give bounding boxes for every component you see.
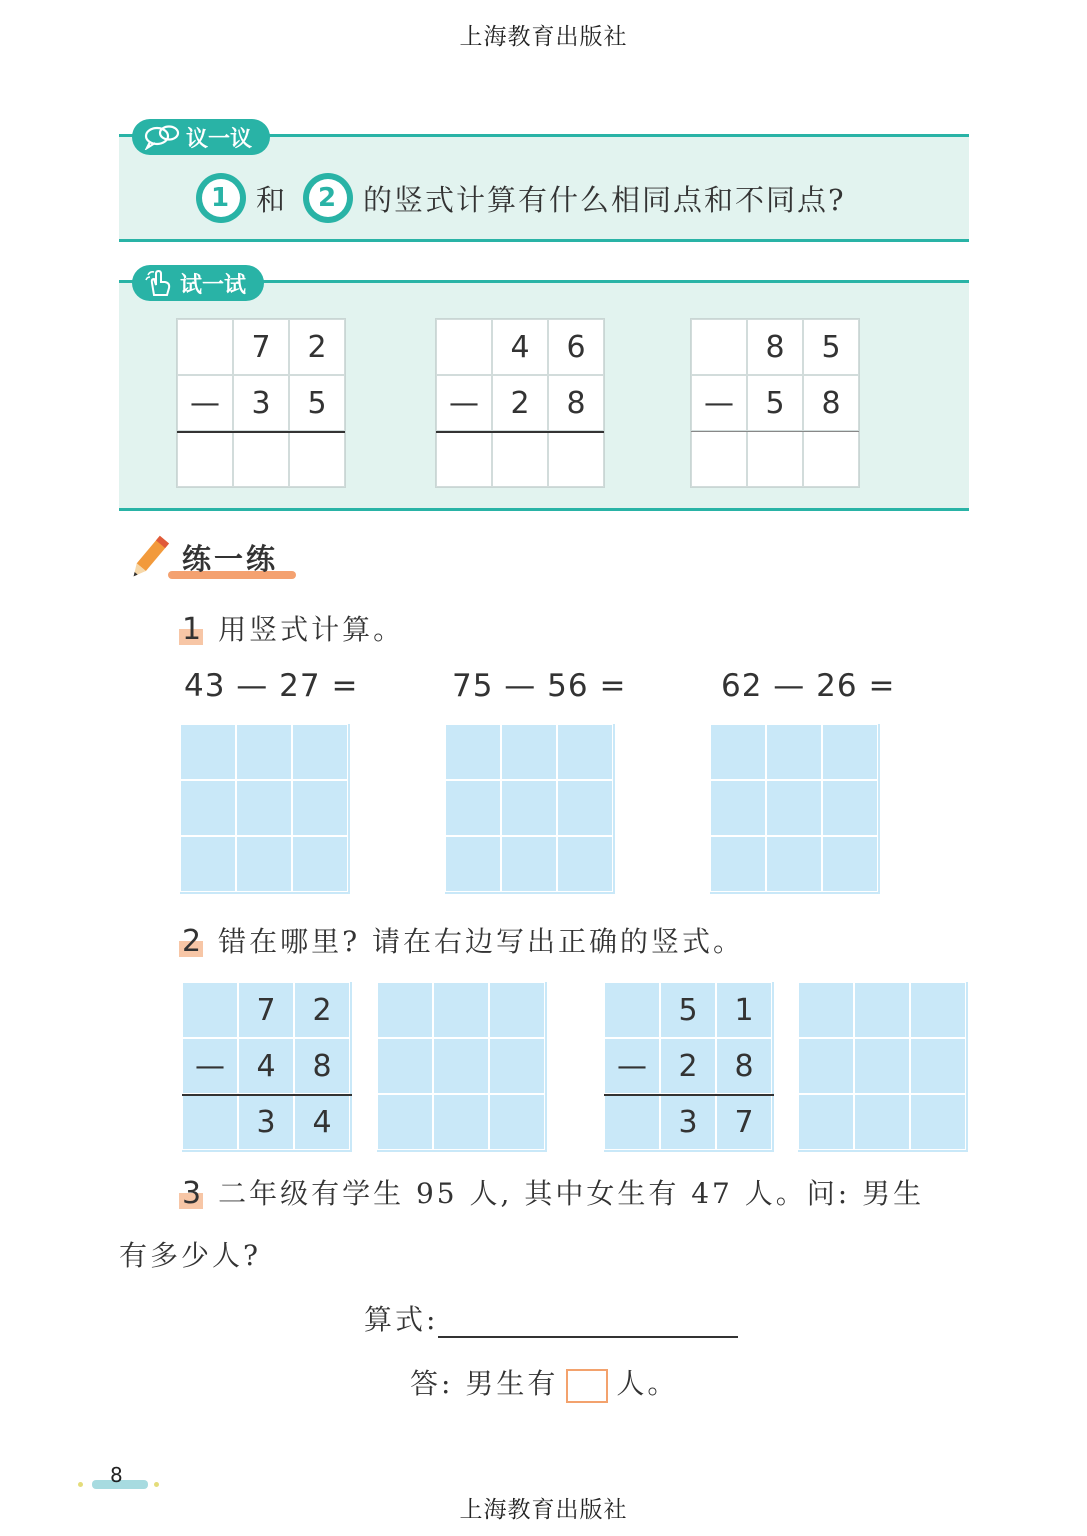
answer-cell[interactable] [436, 431, 492, 487]
answer-row [410, 1362, 678, 1403]
grid-cell: 4 [238, 1038, 294, 1094]
answer-cell[interactable] [292, 780, 348, 836]
question-text: 二年级有学生 95 人, 其中女生有 47 人。问: 男生 [218, 1177, 925, 1210]
grid-cell [177, 319, 233, 375]
formula-label: 算式: [364, 1303, 439, 1336]
answer-cell[interactable] [492, 431, 548, 487]
try-grid-2 [435, 318, 605, 488]
answer-cell[interactable] [501, 724, 557, 780]
formula-row [364, 1298, 738, 1338]
sum-line [177, 431, 345, 433]
answer-cell[interactable] [445, 724, 501, 780]
practice-title: 练一练 [182, 542, 279, 576]
minus-sign: — [436, 375, 492, 431]
grid-cell [691, 319, 747, 375]
publisher-footer: 上海教育出版社 [459, 1497, 628, 1523]
answer-cell[interactable] [445, 836, 501, 892]
answer-prefix: 答: 男生有 [410, 1367, 559, 1400]
answer-cell[interactable] [180, 836, 236, 892]
answer-cell[interactable] [854, 1094, 910, 1150]
grid-cell [182, 982, 238, 1038]
discuss-tag [132, 119, 270, 155]
wrong-calculation-grid-2 [604, 982, 774, 1152]
discuss-question-text: 的竖式计算有什么相同点和不同点? [363, 182, 846, 217]
sum-line [604, 1094, 774, 1096]
minus-sign: — [182, 1038, 238, 1094]
grid-cell: 1 [716, 982, 772, 1038]
decor-dot [78, 1482, 83, 1487]
page-number: 8 [110, 1463, 123, 1487]
grid-cell: 8 [803, 375, 859, 431]
answer-cell[interactable] [798, 1038, 854, 1094]
grid-cell: 6 [548, 319, 604, 375]
answer-cell[interactable] [710, 780, 766, 836]
grid-cell: 5 [660, 982, 716, 1038]
question-number: 1 [182, 612, 205, 647]
answer-cell[interactable] [445, 780, 501, 836]
answer-cell[interactable] [377, 1038, 433, 1094]
grid-cell: 3 [238, 1094, 294, 1150]
answer-cell[interactable] [747, 431, 803, 487]
grid-cell: 5 [289, 375, 345, 431]
try-grid-1 [176, 318, 346, 488]
try-tag-label: 试一试 [180, 272, 247, 298]
answer-cell[interactable] [798, 982, 854, 1038]
grid-cell: 2 [660, 1038, 716, 1094]
grid-cell: 2 [289, 319, 345, 375]
question-3-line-2: 有多少人? [119, 1239, 262, 1272]
answer-cell[interactable] [292, 836, 348, 892]
workspace-grid-1[interactable] [180, 724, 350, 894]
answer-cell[interactable] [910, 1094, 966, 1150]
answer-cell[interactable] [557, 724, 613, 780]
grid-cell: 8 [548, 375, 604, 431]
correction-grid-2[interactable] [798, 982, 968, 1152]
answer-cell[interactable] [548, 431, 604, 487]
answer-cell[interactable] [180, 780, 236, 836]
answer-cell[interactable] [822, 724, 878, 780]
answer-cell[interactable] [766, 836, 822, 892]
question-3-line-1 [182, 1172, 924, 1212]
question-number: 2 [182, 924, 205, 959]
answer-cell[interactable] [489, 1094, 545, 1150]
answer-cell[interactable] [489, 982, 545, 1038]
answer-cell[interactable] [691, 431, 747, 487]
pencil-icon [126, 532, 172, 584]
grid-cell [182, 1094, 238, 1150]
answer-cell[interactable] [180, 724, 236, 780]
answer-cell[interactable] [910, 982, 966, 1038]
answer-cell[interactable] [822, 780, 878, 836]
discuss-conj: 和 [256, 182, 288, 217]
answer-cell[interactable] [289, 431, 345, 487]
workspace-grid-2[interactable] [445, 724, 615, 894]
answer-box[interactable] [566, 1369, 608, 1403]
grid-cell: 8 [294, 1038, 350, 1094]
answer-cell[interactable] [236, 780, 292, 836]
grid-cell: 3 [233, 375, 289, 431]
grid-cell: 4 [294, 1094, 350, 1150]
answer-cell[interactable] [803, 431, 859, 487]
grid-cell: 4 [492, 319, 548, 375]
answer-cell[interactable] [766, 780, 822, 836]
try-grid-3 [690, 318, 860, 488]
answer-cell[interactable] [377, 982, 433, 1038]
circle-number-2: 2 [303, 173, 353, 223]
sum-line [436, 431, 604, 433]
workspace-grid-3[interactable] [710, 724, 880, 894]
answer-cell[interactable] [766, 724, 822, 780]
wrong-calculation-grid-1 [182, 982, 352, 1152]
minus-sign: — [604, 1038, 660, 1094]
question-1 [182, 608, 404, 648]
question-text: 用竖式计算。 [218, 613, 405, 646]
answer-cell[interactable] [710, 836, 766, 892]
try-tag [132, 265, 264, 301]
sum-line [182, 1094, 352, 1096]
grid-cell: 8 [716, 1038, 772, 1094]
grid-cell: 7 [233, 319, 289, 375]
answer-cell[interactable] [854, 1038, 910, 1094]
answer-cell[interactable] [501, 836, 557, 892]
circle-number-1: 1 [196, 173, 246, 223]
minus-sign: — [177, 375, 233, 431]
expression-3: 62 — 26 = [721, 668, 896, 704]
grid-cell [604, 982, 660, 1038]
answer-cell[interactable] [292, 724, 348, 780]
answer-cell[interactable] [377, 1094, 433, 1150]
answer-cell[interactable] [433, 1038, 489, 1094]
grid-cell: 7 [716, 1094, 772, 1150]
sum-line [691, 431, 859, 432]
pointing-hand-icon [144, 269, 174, 297]
question-2 [182, 920, 744, 960]
answer-cell[interactable] [557, 836, 613, 892]
answer-cell[interactable] [557, 780, 613, 836]
decor-dot [154, 1482, 159, 1487]
grid-cell: 5 [747, 375, 803, 431]
answer-cell[interactable] [433, 1094, 489, 1150]
question-number: 3 [182, 1176, 205, 1211]
answer-cell[interactable] [489, 1038, 545, 1094]
discuss-tag-label: 议一议 [186, 126, 253, 152]
expression-1: 43 — 27 = [184, 668, 359, 704]
answer-cell[interactable] [236, 836, 292, 892]
grid-cell [604, 1094, 660, 1150]
answer-cell[interactable] [233, 431, 289, 487]
discuss-question [186, 172, 846, 224]
answer-cell[interactable] [177, 431, 233, 487]
answer-cell[interactable] [710, 724, 766, 780]
publisher-header: 上海教育出版社 [459, 24, 628, 50]
grid-cell: 5 [803, 319, 859, 375]
grid-cell: 2 [294, 982, 350, 1038]
formula-answer-line[interactable] [438, 1304, 738, 1338]
question-text: 错在哪里? 请在右边写出正确的竖式。 [218, 925, 745, 958]
speech-bubbles-icon [144, 124, 180, 150]
grid-cell [436, 319, 492, 375]
answer-cell[interactable] [854, 982, 910, 1038]
answer-cell[interactable] [501, 780, 557, 836]
answer-cell[interactable] [236, 724, 292, 780]
correction-grid-1[interactable] [377, 982, 547, 1152]
expression-2: 75 — 56 = [452, 668, 627, 704]
grid-cell: 3 [660, 1094, 716, 1150]
answer-cell[interactable] [910, 1038, 966, 1094]
grid-cell: 7 [238, 982, 294, 1038]
grid-cell: 2 [492, 375, 548, 431]
answer-cell[interactable] [433, 982, 489, 1038]
answer-suffix: 人。 [616, 1367, 679, 1400]
minus-sign: — [691, 375, 747, 431]
answer-cell[interactable] [798, 1094, 854, 1150]
grid-cell: 8 [747, 319, 803, 375]
answer-cell[interactable] [822, 836, 878, 892]
